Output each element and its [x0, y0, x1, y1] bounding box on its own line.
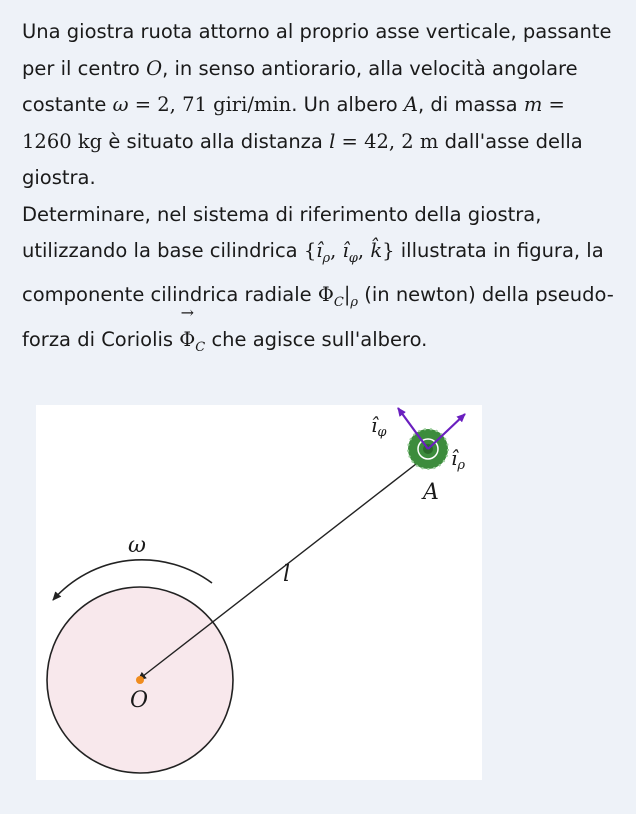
task-paragraph: Determinare, nel sistema di riferimento della giostra, utilizzando la base cilindrica {$î_\rho$, $î_\varphi$, k̂} illustrata in figura, la componente cilindrica radiale $\Phi_C|_\rho$ (in newton) della pseudo-forza di Coriolis → $\Phi_C$ che agisce sull'albero. — [22, 197, 618, 367]
distance-unit: m — [413, 129, 439, 153]
omega-value: 2, 71 — [157, 93, 207, 116]
label-A: A — [423, 480, 439, 505]
omega-unit: giri/min — [206, 93, 292, 116]
center-symbol: O — [146, 56, 163, 80]
center-dot — [136, 676, 144, 684]
vector-arrow: → — [180, 302, 194, 322]
distance-value: 42, 2 — [364, 129, 414, 153]
label-l: l — [283, 562, 291, 587]
label-i-rho: $î_\rho$ — [451, 446, 466, 473]
mass-value: 1260 — [22, 129, 72, 153]
distance-symbol: l — [329, 129, 336, 153]
problem-paragraph: Una giostra ruota attorno al proprio asse verticale, passante per il centro O, in senso antiorario, alla velocità angolare costante ω = 2, 71 giri/min. Un albero A, di massa m = 1260 kg è situato alla distanza l = 42, 2 m dall'asse della giostra. — [22, 20, 612, 189]
mass-unit: kg — [71, 129, 103, 153]
coriolis-vector: → Φ — [179, 302, 196, 351]
tree-symbol: A — [403, 93, 419, 116]
label-i-phi: $î_\varphi$ — [371, 413, 387, 440]
omega-symbol: ω — [112, 93, 129, 116]
figure-svg — [36, 405, 482, 780]
problem-text — [22, 14, 618, 366]
mass-symbol: m — [523, 93, 543, 116]
label-omega: ω — [128, 533, 146, 558]
carousel-figure — [36, 405, 482, 780]
phi-symbol: Φ — [317, 283, 334, 307]
distance-line — [138, 457, 425, 680]
label-O: O — [130, 688, 149, 713]
